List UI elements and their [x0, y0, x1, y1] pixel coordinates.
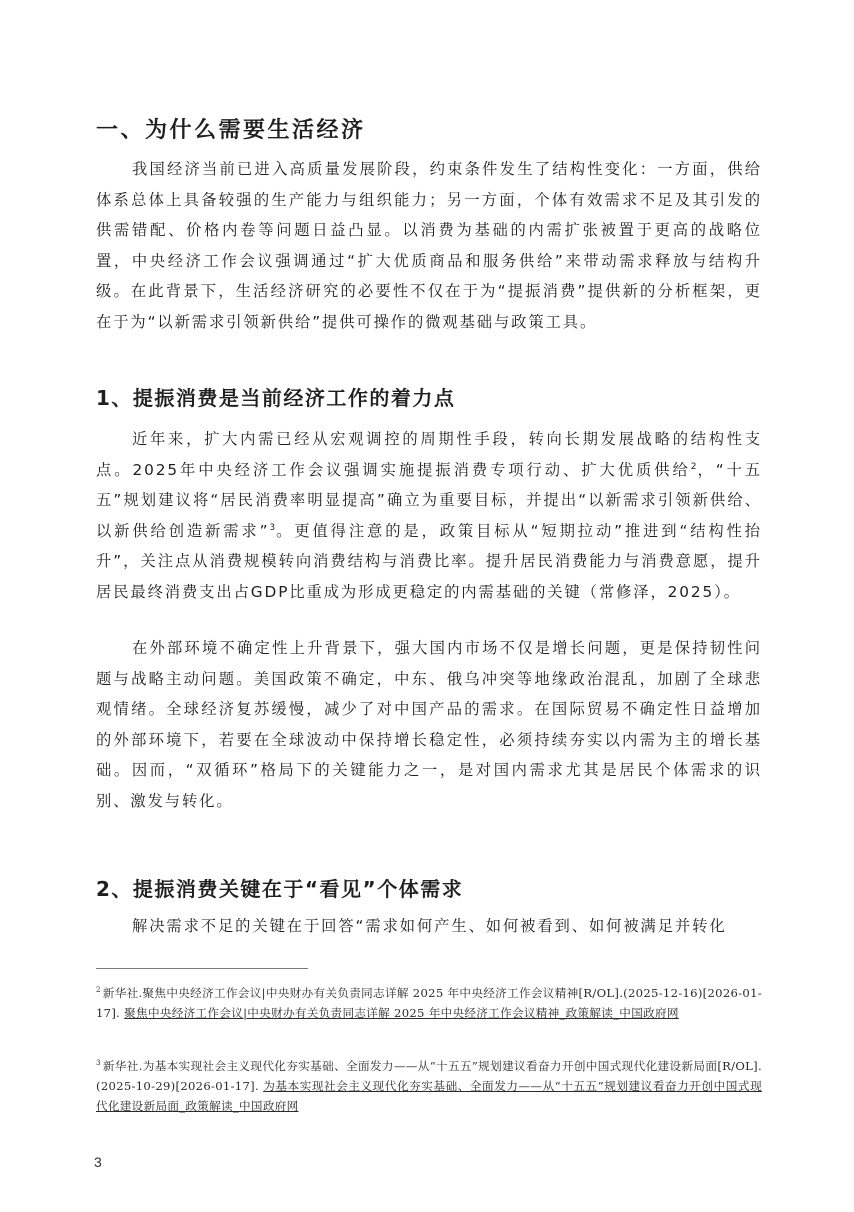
section-heading: 一、为什么需要生活经济 — [96, 118, 366, 143]
footnote-divider — [96, 968, 308, 969]
footnote-3-link[interactable]: 为基本实现社会主义现代化夯实基础、全面发力——从“十五五”规划建议看奋力开创中国式现代化建设新局面_政策解读_中国政府网 — [96, 1079, 762, 1113]
paragraph-text: ，“十五五”规划建议将“居民消费率明显提高”确立为重要目标，并提出“以新需求引领新供给、以新供给创造新需求” — [96, 460, 762, 540]
subsection-2-heading: 2、提振消费关键在于“看见”个体需求 — [96, 877, 464, 901]
subsection-1-heading: 1、提振消费是当前经济工作的着力点 — [96, 386, 456, 410]
paragraph-text: 近年来，扩大内需已经从宏观调控的周期性手段，转向长期发展战略的结构性支点。2025年中央经济工作会议强调实施提振消费专项行动、扩大优质供给 — [96, 430, 762, 479]
footnote-ref-3[interactable]: 3 — [269, 522, 276, 533]
intro-paragraph: 我国经济当前已进入高质量发展阶段，约束条件发生了结构性变化：一方面，供给体系总体上具备较强的生产能力与组织能力；另一方面，个体有效需求不足及其引发的供需错配、价格内卷等问题日益凸显。以消费为基础的内需扩张被置于更高的战略位置，中央经济工作会议强调通过“扩大优质商品和服务供给”来带动需求释放与结构升级。在此背景下，生活经济研究的必要性不仅在于为“提振消费”提供新的分析框架，更在于为“以新需求引领新供给”提供可操作的微观基础与政策工具。 — [96, 160, 762, 331]
subsection-1-paragraph-1 — [96, 424, 762, 608]
footnote-text: 新华社.为基本实现社会主义现代化夯实基础、全面发力——从“十五五”规划建议看奋力开创中国式现代化建设新局面[R/OL].(2025-10-29)[2026-01-17]. — [96, 1059, 762, 1093]
footnote-3 — [96, 1056, 762, 1116]
page-number: 3 — [94, 1154, 102, 1170]
subsection-1-paragraph-2: 在外部环境不确定性上升背景下，强大国内市场不仅是增长问题，更是保持韧性问题与战略主动问题。美国政策不确定，中东、俄乌冲突等地缘政治混乱，加剧了全球悲观情绪。全球经济复苏缓慢，减少了对中国产品的需求。在国际贸易不确定性日益增加的外部环境下，若要在全球波动中保持增长稳定性，必须持续夯实以内需为主的增长基础。因而，“双循环”格局下的关键能力之一，是对国内需求尤其是居民个体需求的识别、激发与转化。 — [96, 639, 762, 810]
subsection-2-paragraph-1: 解决需求不足的关键在于回答“需求如何产生、如何被看到、如何被满足并转化 — [132, 917, 727, 935]
footnote-text: 新华社.聚焦中央经济工作会议|中央财办有关负责同志详解 2025 年中央经济工作会议精神[R/OL].(2025-12-16)[2026-01-17]. — [96, 986, 762, 1020]
footnote-marker: 3 — [96, 1059, 101, 1068]
footnote-2-link[interactable]: 聚焦中央经济工作会议|中央财办有关负责同志详解 2025 年中央经济工作会议精神_政策解读_中国政府网 — [124, 1006, 679, 1020]
paragraph-text: 。更值得注意的是，政策目标从“短期拉动”推进到“结构性抬升”，关注点从消费规模转向消费结构与消费比率。提升居民消费能力与消费意愿，提升居民最终消费支出占GDP比重成为形成更稳定的内需基础的关键（常修泽，2025）。 — [96, 521, 762, 601]
footnote-marker: 2 — [96, 986, 101, 995]
footnote-ref-2[interactable]: 2 — [690, 461, 697, 472]
footnote-2 — [96, 983, 762, 1023]
